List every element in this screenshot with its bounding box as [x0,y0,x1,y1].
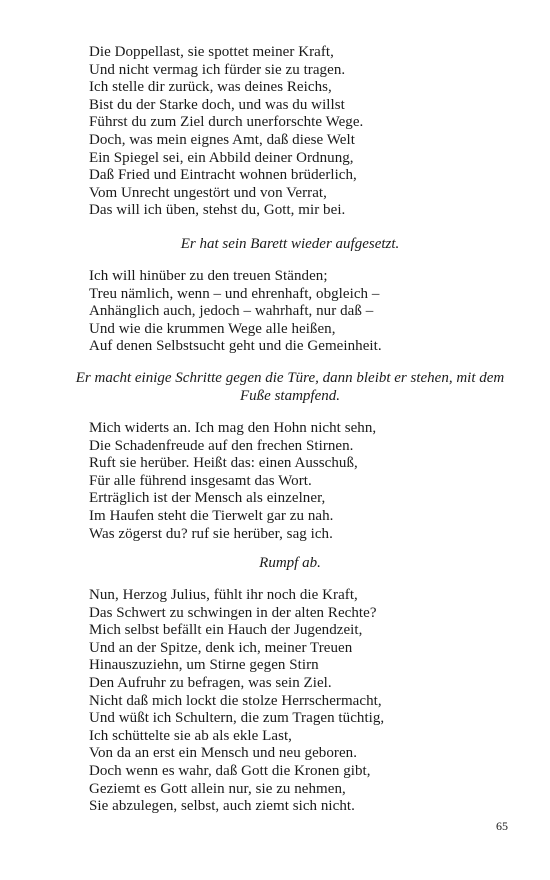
verse-line: Ein Spiegel sei, ein Abbild deiner Ordnung, [89,149,354,166]
verse-line: Ich schüttelte sie ab als ekle Last, [89,727,292,744]
verse-line: Doch, was mein eignes Amt, daß diese Welt [89,131,355,148]
verse-line: Treu nämlich, wenn – und ehrenhaft, obgleich – [89,285,380,302]
verse-line: Doch wenn es wahr, daß Gott die Kronen gibt, [89,762,371,779]
verse-line: Was zögerst du? ruf sie herüber, sag ich. [89,525,333,542]
verse-stanza [89,587,529,816]
stage-direction: Er macht einige Schritte gegen die Türe, dann bleibt er stehen, mit dem [75,370,505,386]
verse-line: Nicht daß mich lockt die stolze Herrschermacht, [89,692,382,709]
verse-line: Und wüßt ich Schultern, die zum Tragen tüchtig, [89,710,385,727]
verse-line: Auf denen Selbstsucht geht und die Gemeinheit. [89,338,382,355]
verse-line: Bist du der Starke doch, und was du willst [89,96,345,113]
verse-line: Nun, Herzog Julius, fühlt ihr noch die Kraft, [89,587,358,603]
verse-line: Das Schwert zu schwingen in der alten Rechte? [89,604,377,621]
page-number: 65 [496,819,508,833]
verse-line: Von da an erst ein Mensch und neu geboren. [89,745,358,762]
verse-stanza [89,44,529,220]
verse-line: Den Aufruhr zu befragen, was sein Ziel. [89,674,332,691]
stage-direction: Er hat sein Barett wieder aufgesetzt. [180,236,400,252]
verse-line: Daß Fried und Eintracht wohnen brüderlich, [89,167,357,184]
verse-line: Ich will hinüber zu den treuen Ständen; [89,268,328,284]
verse-line: Mich widerts an. Ich mag den Hohn nicht sehn, [89,420,377,436]
stage-direction: Rumpf ab. [259,555,321,571]
verse-stanza [89,420,529,543]
verse-line: Im Haufen steht die Tierwelt gar zu nah. [89,507,334,524]
verse-line: Vom Unrecht ungestört und von Verrat, [89,184,327,201]
verse-line: Und an der Spitze, denk ich, meiner Treuen [89,639,353,656]
verse-line: Die Doppellast, sie spottet meiner Kraft, [89,44,334,60]
verse-line: Sie abzulegen, selbst, auch ziemt sich nicht. [89,798,355,815]
stage-direction: Fuße stampfend. [240,388,340,404]
verse-line: Erträglich ist der Mensch als einzelner, [89,490,326,507]
verse-line: Für alle führend insgesamt das Wort. [89,472,312,489]
verse-stanza [89,268,529,356]
verse-line: Ich stelle dir zurück, was deines Reichs, [89,79,332,96]
verse-line: Das will ich üben, stehst du, Gott, mir bei. [89,202,346,219]
verse-line: Und wie die krummen Wege alle heißen, [89,320,336,337]
verse-line: Ruft sie herüber. Heißt das: einen Ausschuß, [89,455,358,472]
verse-line: Und nicht vermag ich fürder sie zu tragen. [89,61,346,78]
verse-line: Anhänglich auch, jedoch – wahrhaft, nur daß – [89,303,374,320]
verse-line: Mich selbst befällt ein Hauch der Jugendzeit, [89,622,363,639]
verse-line: Die Schadenfreude auf den frechen Stirnen. [89,437,354,454]
verse-line: Geziemt es Gott allein nur, sie zu nehmen, [89,780,346,797]
verse-line: Hinauszuziehn, um Stirne gegen Stirn [89,657,319,674]
verse-line: Führst du zum Ziel durch unerforschte Wege. [89,114,364,131]
